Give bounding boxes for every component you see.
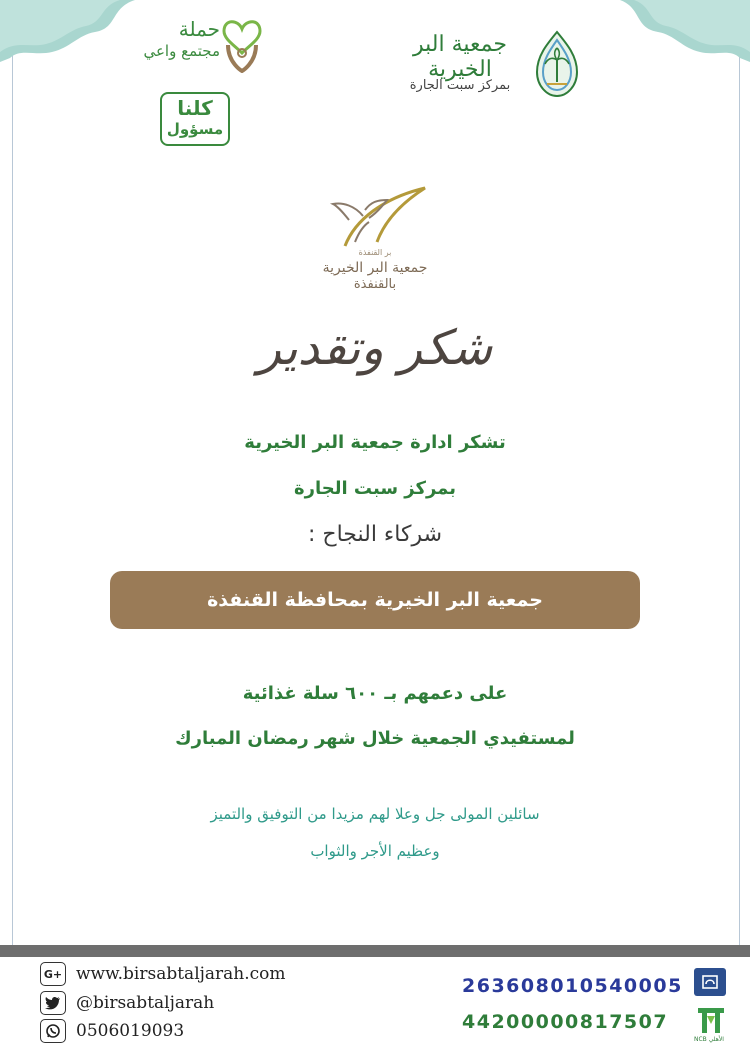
support-line-1: على دعمهم بـ ٦٠٠ سلة غذائية <box>242 683 508 704</box>
campaign-title: حملة <box>178 17 220 41</box>
campaign-logo <box>120 15 265 75</box>
bank-logo-icon <box>694 968 726 996</box>
partner-banner: جمعية البر الخيرية بمحافظة القنفذة <box>110 571 640 629</box>
corner-ornament-left <box>0 0 135 62</box>
center-name: جمعية البر الخيرية <box>413 32 507 82</box>
prayer-line-1: سائلين المولى جل وعلا لهم مزيدا من التوفيق والتميز <box>210 805 540 823</box>
footer-divider <box>0 945 750 957</box>
heart-icon <box>220 15 264 73</box>
bank-account-1: 263608010540005 <box>462 975 683 997</box>
badge-line2: مسؤول <box>166 120 224 138</box>
thanks-line-1: تشكر ادارة جمعية البر الخيرية <box>244 432 506 453</box>
thanks-title: شكر وتقدير <box>257 320 493 376</box>
twitter-handle[interactable]: @birsabtaljarah <box>76 993 215 1013</box>
whatsapp-row[interactable] <box>40 1018 184 1044</box>
quill-emblem-icon <box>285 180 465 250</box>
website-row[interactable] <box>40 961 286 987</box>
twitter-row[interactable] <box>40 990 214 1016</box>
partner-logo-city: بالقنفذة <box>353 277 397 292</box>
bank-account-2: 44200000817507 <box>462 1011 669 1033</box>
partner-small-caption: بر القنفذة <box>358 248 392 257</box>
support-line-2: لمستفيدي الجمعية خلال شهر رمضان المبارك <box>175 728 575 749</box>
partner-logo-name: جمعية البر الخيرية <box>322 260 428 276</box>
google-plus-icon: G+ <box>40 962 66 986</box>
whatsapp-number[interactable]: 0506019093 <box>76 1021 185 1041</box>
palm-emblem-icon <box>535 30 579 98</box>
charity-center-logo <box>385 30 580 100</box>
website-text[interactable]: www.birsabtaljarah.com <box>76 964 286 984</box>
ncb-label: NCB الأهلي <box>694 1036 724 1043</box>
kulna-masool-badge <box>160 92 230 146</box>
prayer-line-2: وعظيم الأجر والثواب <box>310 842 440 860</box>
page-frame <box>12 0 740 945</box>
badge-line1: كلنا <box>177 96 213 120</box>
center-subtitle: بمركز سبت الجارة <box>409 78 511 93</box>
twitter-bird-icon <box>40 991 66 1015</box>
campaign-subtitle: مجتمع واعي <box>143 42 220 60</box>
partners-heading: شركاء النجاح : <box>307 522 443 547</box>
thanks-line-2: بمركز سبت الجارة <box>294 478 456 499</box>
qunfudah-charity-logo <box>285 180 465 290</box>
whatsapp-icon <box>40 1019 66 1043</box>
corner-ornament-right <box>620 0 750 62</box>
